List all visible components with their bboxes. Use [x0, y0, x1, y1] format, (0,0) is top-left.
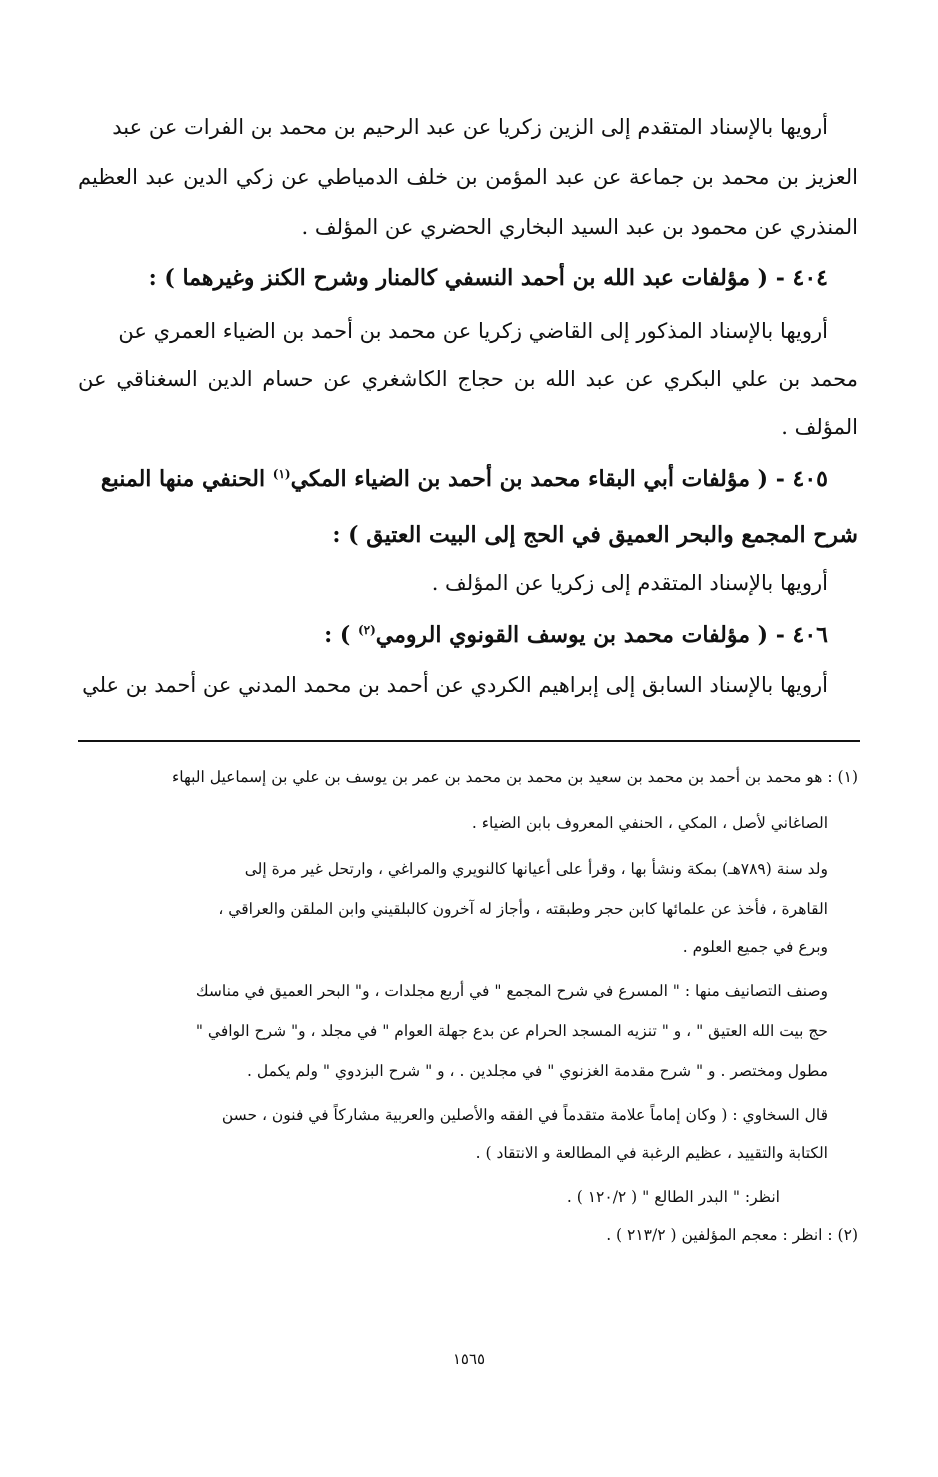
body-line: المنذري عن محمود بن عبد السيد البخاري الحضري عن المؤلف .: [301, 215, 858, 239]
footnote-line: مطول ومختصر . و " شرح مقدمة الغزنوي " في مجلدين . ، و " شرح البزدوي " ولم يكمل .: [247, 1062, 828, 1080]
body-line: العزيز بن محمد بن جماعة عن عبد المؤمن بن خلف الدمياطي عن زكي الدين عبد العظيم: [78, 165, 858, 189]
footnote-ref-2: (٢): [357, 623, 376, 637]
body-line: أرويها بالإسناد السابق إلى إبراهيم الكردي عن أحمد بن محمد المدني عن أحمد بن علي: [82, 673, 828, 697]
footnote-line: حج بيت الله العتيق " ، و " تنزيه المسجد الحرام عن بدع جهلة العوام " في مجلد ، و" شرح الوافي ": [195, 1022, 828, 1040]
footnote-line: القاهرة ، فأخذ عن علمائها كابن حجر وطبقته ، وأجاز له آخرون كالبلقيني وابن الملقن والعراقي ،: [218, 900, 828, 918]
body-line: محمد بن علي البكري عن عبد الله بن حجاج الكاشغري عن حسام الدين السغناقي عن: [78, 367, 858, 391]
footnote-line: وبرع في جميع العلوم .: [682, 938, 828, 956]
entry-heading-405-cont: شرح المجمع والبحر العميق في الحج إلى البيت العتيق ) :: [332, 522, 858, 548]
body-line: المؤلف .: [781, 415, 858, 439]
heading-text: ٤٠٥ - ( مؤلفات أبي البقاء محمد بن أحمد بن الضياء المكي: [290, 466, 828, 492]
body-line: أرويها بالإسناد المتقدم إلى زكريا عن المؤلف .: [431, 571, 828, 595]
footnote-line: انظر: " البدر الطالع " ( ١٢٠/٢ ) .: [566, 1188, 780, 1206]
footnote-line: قال السخاوي : ( وكان إماماً علامة متقدماً في الفقه والأصلين والعربية مشاركاً في فنون ، حسن: [221, 1106, 828, 1124]
footnote-line: الصاغاني لأصل ، المكي ، الحنفي المعروف بابن الضياء .: [471, 814, 828, 832]
heading-text: ) :: [324, 622, 358, 648]
body-line: أرويها بالإسناد المتقدم إلى الزين زكريا عن عبد الرحيم بن محمد بن الفرات عن عبد: [112, 115, 828, 139]
footnote-separator: [78, 740, 860, 742]
footnote-line: الكتابة والتقييد ، عظيم الرغبة في المطالعة و الانتقاد ) .: [475, 1144, 828, 1162]
page-number: ١٥٦٥: [452, 1350, 486, 1368]
footnote-ref-1: (١): [272, 467, 291, 481]
heading-text: ٤٠٦ - ( مؤلفات محمد بن يوسف القونوي الرومي: [375, 622, 828, 648]
entry-heading-406: [48, 620, 858, 650]
footnote-line: (٢) : انظر : معجم المؤلفين ( ٢١٣/٢ ) .: [606, 1226, 858, 1244]
body-line: أرويها بالإسناد المذكور إلى القاضي زكريا عن محمد بن أحمد بن الضياء العمري عن: [118, 319, 828, 343]
heading-text: الحنفي منها المنبع: [100, 466, 273, 492]
footnote-line: ولد سنة (٧٨٩هـ) بمكة ونشأ بها ، وقرأ على أعيانها كالنويري والمراغي ، وارتحل غير مرة إلى: [244, 860, 828, 878]
footnote-line: (١) : هو محمد بن أحمد بن محمد بن سعيد بن محمد بن محمد بن عمر بن يوسف بن علي بن إسماعيل البهاء: [171, 768, 858, 786]
entry-heading-404: ٤٠٤ - ( مؤلفات عبد الله بن أحمد النسفي كالمنار وشرح الكنز وغيرهما ) :: [148, 265, 828, 291]
entry-heading-405: [48, 464, 858, 494]
footnote-line: وصنف التصانيف منها : " المسرع في شرح المجمع " في أربع مجلدات ، و" البحر العميق في مناسك: [195, 982, 828, 1000]
